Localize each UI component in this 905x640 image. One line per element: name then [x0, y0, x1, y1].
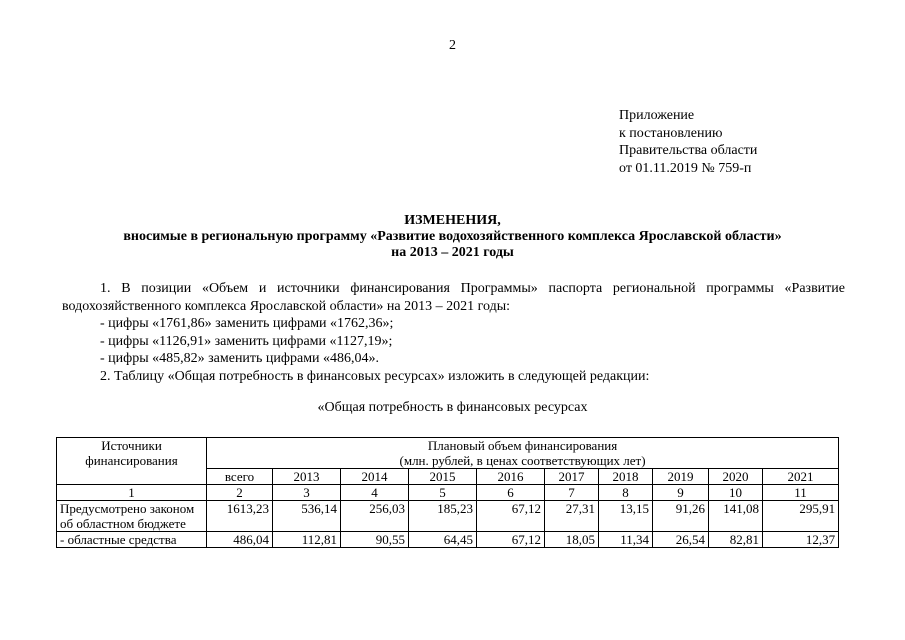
financing-table — [56, 437, 839, 548]
column-header: всего — [207, 469, 273, 485]
table-cell: 13,15 — [599, 501, 653, 532]
source-header: Источники финансирования — [57, 438, 207, 485]
column-number: 2 — [207, 485, 273, 501]
change-line: - цифры «1126,91» заменить цифрами «1127,19»; — [100, 334, 393, 349]
column-header: 2018 — [599, 469, 653, 485]
table-cell: 256,03 — [341, 501, 409, 532]
document-subtitle-years: на 2013 – 2021 годы — [391, 245, 514, 260]
column-header: 2013 — [273, 469, 341, 485]
row-label: - областные средства — [57, 532, 207, 548]
column-number: 7 — [545, 485, 599, 501]
column-number: 8 — [599, 485, 653, 501]
appendix-line: Правительства области — [619, 143, 758, 158]
column-number: 1 — [57, 485, 207, 501]
column-number: 3 — [273, 485, 341, 501]
paragraph-item-2: 2. Таблицу «Общая потребность в финансовых ресурсах» изложить в следующей редакции: — [100, 369, 650, 384]
column-header: 2016 — [477, 469, 545, 485]
appendix-line: Приложение — [619, 108, 695, 123]
table-cell: 1613,23 — [207, 501, 273, 532]
table-header-row — [57, 438, 839, 469]
document-subtitle: вносимые в региональную программу «Развитие водохозяйственного комплекса Ярославской области» — [123, 229, 782, 244]
column-header: 2014 — [341, 469, 409, 485]
document-title: ИЗМЕНЕНИЯ, — [404, 213, 501, 228]
table-cell: 185,23 — [409, 501, 477, 532]
column-header: 2020 — [709, 469, 763, 485]
table-cell: 536,14 — [273, 501, 341, 532]
row-label: Предусмотрено законом об областном бюджете — [57, 501, 207, 532]
table-cell: 67,12 — [477, 501, 545, 532]
change-line: - цифры «485,82» заменить цифрами «486,04». — [100, 351, 380, 366]
column-header: 2021 — [763, 469, 839, 485]
table-cell: 295,91 — [763, 501, 839, 532]
paragraph-item-1: 1. В позиции «Объем и источники финансирования Программы» паспорта региональной программы «Развитие водохозяйственного комплекса Ярославской области» на 2013 – 2021 годы: — [62, 281, 845, 314]
column-number: 9 — [653, 485, 709, 501]
column-number: 11 — [763, 485, 839, 501]
table-cell: 64,45 — [409, 532, 477, 548]
table-cell: 82,81 — [709, 532, 763, 548]
plan-header — [207, 438, 839, 469]
column-number: 6 — [477, 485, 545, 501]
column-number: 10 — [709, 485, 763, 501]
appendix-line: от 01.11.2019 № 759-п — [619, 160, 752, 176]
table-number-row — [57, 485, 839, 501]
plan-header-line: (млн. рублей, в ценах соответствующих лет) — [399, 453, 646, 468]
table-cell: 11,34 — [599, 532, 653, 548]
column-number: 4 — [341, 485, 409, 501]
column-header: 2019 — [653, 469, 709, 485]
column-header: 2015 — [409, 469, 477, 485]
change-line: - цифры «1761,86» заменить цифрами «1762,36»; — [100, 316, 394, 331]
table-cell: 90,55 — [341, 532, 409, 548]
table-cell: 486,04 — [207, 532, 273, 548]
plan-header-line: Плановый объем финансирования — [427, 438, 618, 453]
table-cell: 112,81 — [273, 532, 341, 548]
table-cell: 27,31 — [545, 501, 599, 532]
column-header: 2017 — [545, 469, 599, 485]
table-row — [57, 532, 839, 548]
appendix-line: к постановлению — [619, 125, 723, 141]
table-cell: 141,08 — [709, 501, 763, 532]
appendix-block — [619, 107, 757, 177]
table-cell: 67,12 — [477, 532, 545, 548]
table-cell: 12,37 — [763, 532, 839, 548]
table-caption: «Общая потребность в финансовых ресурсах — [317, 400, 588, 415]
column-number: 5 — [409, 485, 477, 501]
table-row — [57, 501, 839, 532]
page-number: 2 — [449, 38, 456, 53]
table-cell: 91,26 — [653, 501, 709, 532]
table-cell: 18,05 — [545, 532, 599, 548]
table-cell: 26,54 — [653, 532, 709, 548]
